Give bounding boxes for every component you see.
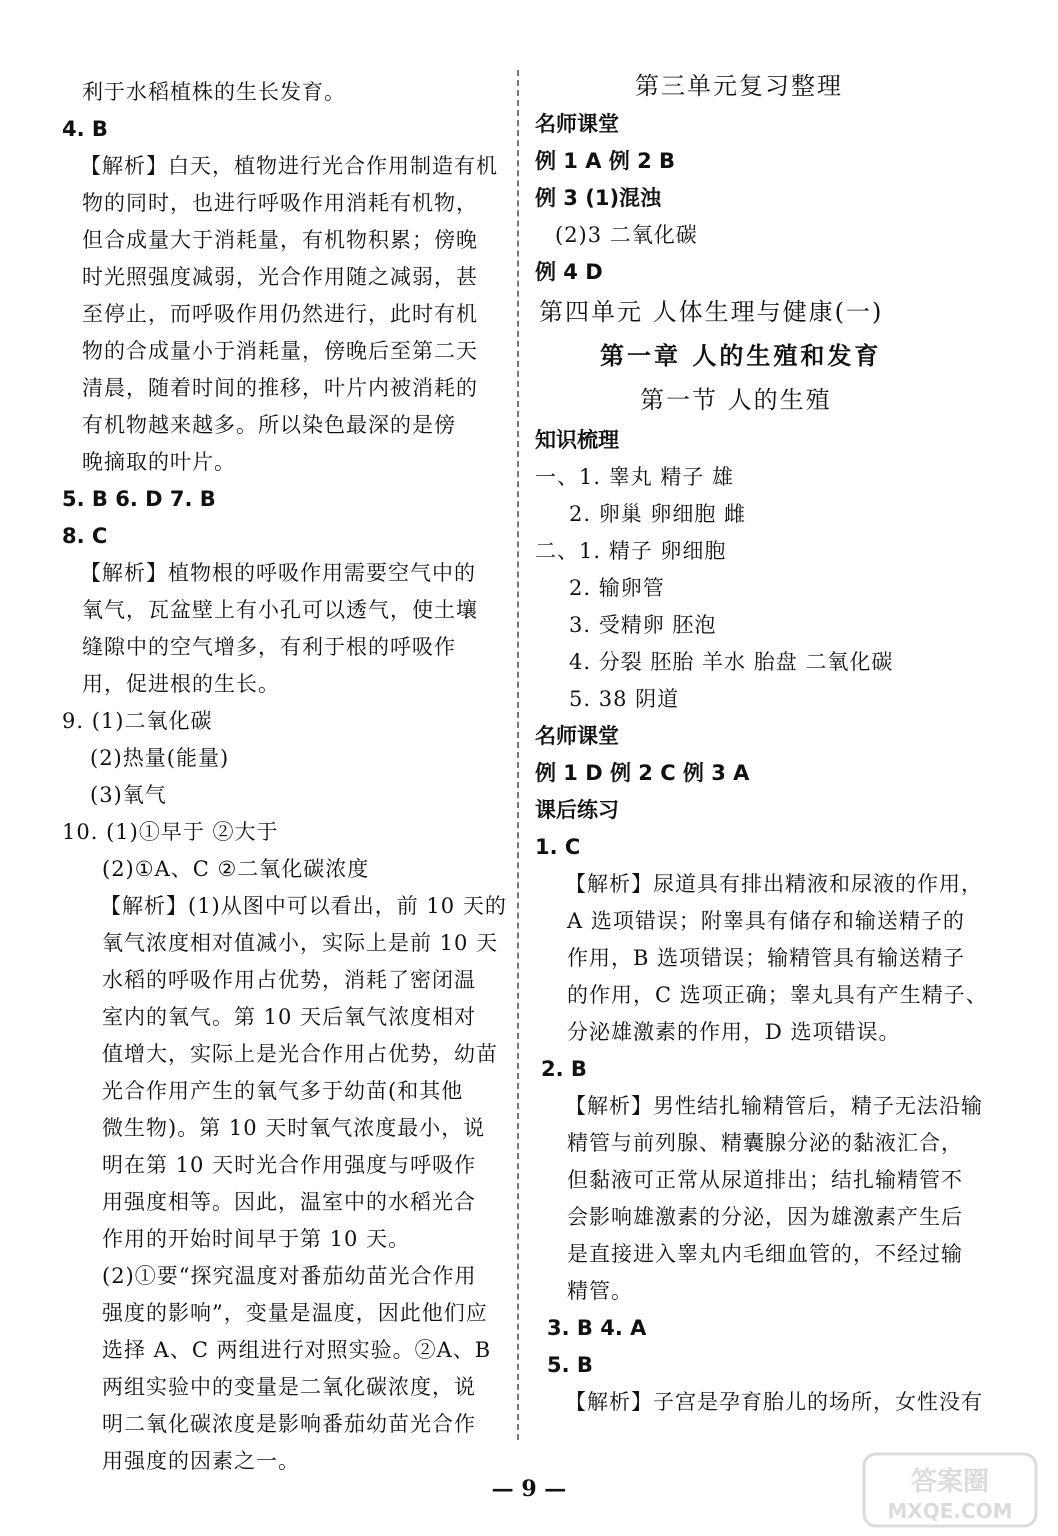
- right-line-19: 课后练习: [535, 798, 619, 822]
- left-line-27: 光合作用产生的氧气多于幼苗(和其他: [102, 1079, 464, 1103]
- right-line-29: 但黏液可正常从尿道排出；结扎输精管不: [567, 1168, 963, 1192]
- right-line-9: 知识梳理: [535, 428, 619, 452]
- right-line-12: 二、1. 精子 卵细胞: [535, 539, 727, 563]
- left-line-24: 水稻的呼吸作用占优势，消耗了密闭温: [102, 968, 476, 992]
- right-line-15: 4. 分裂 胚胎 羊水 胎盘 二氧化碳: [569, 650, 894, 674]
- left-line-11: 5. B 6. D 7. B: [62, 487, 216, 511]
- left-line-15: 缝隙中的空气增多，有利于根的呼吸作: [82, 635, 456, 659]
- left-line-3: 物的同时，也进行呼吸作用消耗有机物，: [82, 191, 478, 215]
- left-line-29: 明在第 10 天时光合作用强度与呼吸作: [102, 1153, 477, 1177]
- left-line-20: 10. (1)①早于 ②大于: [62, 820, 279, 844]
- left-line-36: 明二氧化碳浓度是影响番茄幼苗光合作: [102, 1412, 476, 1436]
- right-line-11: 2. 卵巢 卵细胞 雌: [569, 502, 747, 526]
- left-line-0: 利于水稻植株的生长发育。: [82, 80, 346, 104]
- right-line-0: 第三单元复习整理: [635, 72, 843, 100]
- left-line-22: 【解析】(1)从图中可以看出，前 10 天的: [100, 894, 507, 918]
- page-number: — 9 —: [491, 1476, 567, 1502]
- right-line-20: 1. C: [535, 835, 581, 859]
- left-line-7: 物的合成量小于消耗量，傍晚后至第二天: [82, 339, 478, 363]
- right-line-34: 5. B: [547, 1353, 593, 1377]
- left-line-33: 强度的影响”，变量是温度，因此他们应: [102, 1301, 488, 1325]
- left-line-18: (2)热量(能量): [90, 746, 230, 770]
- left-line-17: 9. (1)二氧化碳: [62, 709, 213, 733]
- left-line-6: 至停止，而呼吸作用仍然进行，此时有机: [82, 302, 478, 326]
- right-line-3: 例 3 (1)混浊: [535, 186, 662, 210]
- column-divider: [517, 70, 519, 1440]
- left-line-12: 8. C: [62, 524, 108, 548]
- left-line-23: 氧气浓度相对值减小，实际上是前 10 天: [102, 931, 499, 955]
- right-line-5: 例 4 D: [535, 260, 603, 284]
- left-line-14: 氧气，瓦盆壁上有小孔可以透气，使土壤: [82, 598, 478, 622]
- svg-text:MXQE.COM: MXQE.COM: [887, 1499, 1013, 1523]
- right-line-27: 【解析】男性结扎输精管后，精子无法沿输: [565, 1094, 983, 1118]
- right-line-18: 例 1 D 例 2 C 例 3 A: [535, 761, 750, 785]
- right-line-16: 5. 38 阴道: [569, 687, 680, 711]
- left-line-34: 选择 A、C 两组进行对照实验。②A、B: [102, 1338, 492, 1362]
- svg-text:答案圈: 答案圈: [910, 1467, 990, 1497]
- left-line-28: 微生物)。第 10 天时氧气浓度最小，说: [102, 1116, 486, 1140]
- right-line-30: 会影响雄激素的分泌，因为雄激素产生后: [567, 1205, 963, 1229]
- left-line-1: 4. B: [62, 117, 108, 141]
- left-line-31: 作用的开始时间早于第 10 天。: [102, 1227, 411, 1251]
- left-line-30: 用强度相等。因此，温室中的水稻光合: [102, 1190, 476, 1214]
- right-line-33: 3. B 4. A: [547, 1316, 647, 1340]
- right-line-17: 名师课堂: [535, 724, 619, 748]
- right-line-8: 第一节 人的生殖: [640, 386, 832, 414]
- right-line-28: 精管与前列腺、精囊腺分泌的黏液汇合，: [567, 1131, 963, 1155]
- left-line-4: 但合成量大于消耗量，有机物积累；傍晚: [82, 228, 478, 252]
- left-line-21: (2)①A、C ②二氧化碳浓度: [102, 857, 370, 881]
- right-line-21: 【解析】尿道具有排出精液和尿液的作用，: [565, 872, 983, 896]
- left-line-16: 用，促进根的生长。: [82, 672, 280, 696]
- right-line-25: 分泌雄激素的作用，D 选项错误。: [567, 1020, 901, 1044]
- right-line-6: 第四单元 人体生理与健康(一): [539, 298, 884, 326]
- left-line-5: 时光照强度减弱，光合作用随之减弱，甚: [82, 265, 478, 289]
- left-line-13: 【解析】植物根的呼吸作用需要空气中的: [80, 561, 476, 585]
- left-line-25: 室内的氧气。第 10 天后氧气浓度相对: [102, 1005, 477, 1029]
- left-line-2: 【解析】白天，植物进行光合作用制造有机: [80, 154, 498, 178]
- left-line-8: 清晨，随着时间的推移，叶片内被消耗的: [82, 376, 478, 400]
- right-line-24: 的作用，C 选项正确；睾丸具有产生精子、: [567, 983, 988, 1007]
- left-line-26: 值增大，实际上是光合作用占优势，幼苗: [102, 1042, 498, 1066]
- left-line-37: 用强度的因素之一。: [102, 1449, 300, 1473]
- left-line-10: 晚摘取的叶片。: [82, 450, 236, 474]
- right-line-4: (2)3 二氧化碳: [555, 223, 698, 247]
- left-line-35: 两组实验中的变量是二氧化碳浓度，说: [102, 1375, 476, 1399]
- left-line-9: 有机物越来越多。所以染色最深的是傍: [82, 413, 456, 437]
- watermark-logo: [860, 1450, 1040, 1530]
- right-line-10: 一、1. 睾丸 精子 雄: [535, 465, 735, 489]
- right-line-13: 2. 输卵管: [569, 576, 665, 600]
- left-line-19: (3)氧气: [90, 783, 167, 807]
- right-line-26: 2. B: [541, 1057, 587, 1081]
- right-line-23: 作用，B 选项错误；输精管具有输送精子: [567, 946, 966, 970]
- right-line-35: 【解析】子宫是孕育胎儿的场所，女性没有: [565, 1390, 983, 1414]
- right-line-22: A 选项错误；附睾具有储存和输送精子的: [567, 909, 965, 933]
- right-line-1: 名师课堂: [535, 112, 619, 136]
- right-line-2: 例 1 A 例 2 B: [535, 149, 676, 173]
- left-line-32: (2)①要“探究温度对番茄幼苗光合作用: [102, 1264, 477, 1288]
- right-line-31: 是直接进入睾丸内毛细血管的，不经过输: [567, 1242, 963, 1266]
- right-line-14: 3. 受精卵 胚泡: [569, 613, 717, 637]
- right-line-7: 第一章 人的生殖和发育: [600, 341, 882, 370]
- right-line-32: 精管。: [567, 1279, 633, 1303]
